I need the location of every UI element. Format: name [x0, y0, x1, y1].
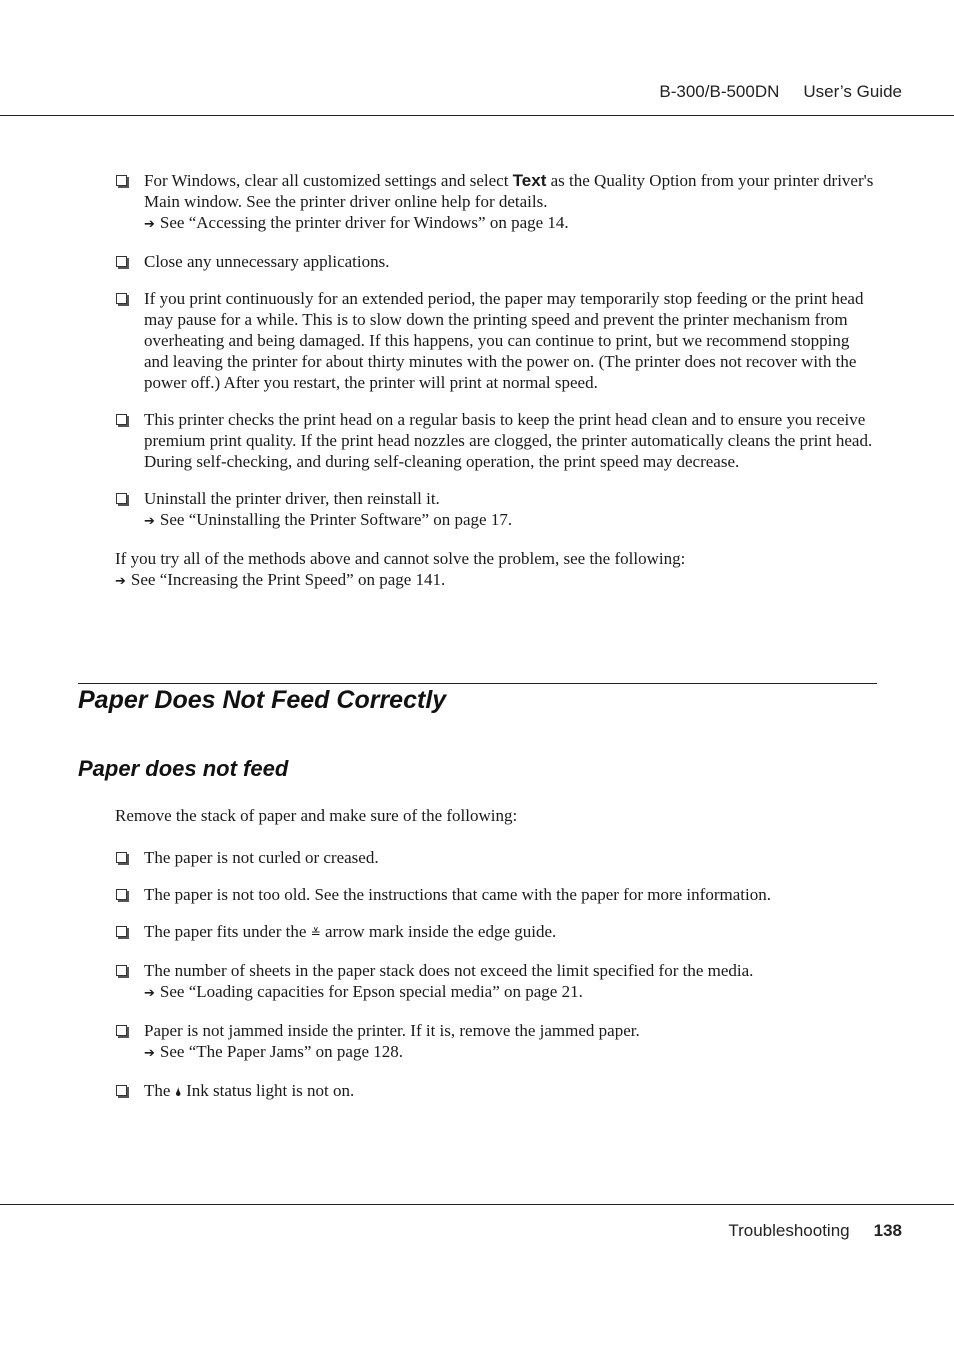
page-header — [659, 82, 902, 102]
cross-reference[interactable]: ➔ See “The Paper Jams” on page 128. — [144, 1042, 403, 1061]
section-speed-tips — [115, 170, 875, 592]
list-item: For Windows, clear all customized settings and select Text as the Quality Option from your printer driver's Main window. See the printer driver online help for details. ➔ See “Accessing the printer driver for Windows” on page 14. — [115, 170, 875, 235]
list-item: The number of sheets in the paper stack does not exceed the limit specified for the media. ➔ See “Loading capacities for Epson special media” on page 21. — [115, 960, 875, 1004]
heading-paper-feed: Paper Does Not Feed Correctly — [78, 683, 877, 715]
cross-reference[interactable]: ➔ See “Accessing the printer driver for Windows” on page 14. — [144, 213, 569, 232]
intro-paragraph: Remove the stack of paper and make sure of the following: — [115, 806, 518, 825]
ink-drop-icon: 🌢 — [174, 1085, 182, 1099]
section-paper-feed — [115, 805, 875, 1119]
quality-option-text: Text — [512, 171, 547, 190]
list-item: Close any unnecessary applications. — [115, 251, 875, 272]
list-item: If you print continuously for an extended period, the paper may temporarily stop feeding or the print head may pause for a while. This is to slow down the printing speed and prevent the printer mechanism from overheating and being damaged. If this happens, you can continue to print, but we recommend stopping and leaving the printer for about thirty minutes with the power on. (The printer does not recover with the power off.) After you restart, the printer will print at normal speed. — [115, 288, 875, 393]
list-item: Uninstall the printer driver, then reinstall it. ➔ See “Uninstalling the Printer Software” on page 17. — [115, 488, 875, 532]
page-number: 138 — [873, 1221, 902, 1240]
list-item: The paper is not curled or creased. — [115, 847, 875, 868]
closing-paragraph: If you try all of the methods above and cannot solve the problem, see the following: ➔ See “Increasing the Print Speed” on page 141. — [115, 548, 875, 592]
list-item: The 🌢 Ink status light is not on. — [115, 1080, 875, 1103]
paper-limit-arrow-icon: ≚ — [310, 926, 321, 940]
subheading-paper-does-not-feed: Paper does not feed — [78, 756, 289, 781]
list-item: The paper is not too old. See the instructions that came with the paper for more information. — [115, 884, 875, 905]
list-item: The paper fits under the ≚ arrow mark inside the edge guide. — [115, 921, 875, 944]
page-footer — [728, 1221, 902, 1241]
header-model: B-300/B-500DN — [659, 82, 780, 101]
footer-rule — [0, 1204, 954, 1205]
footer-section: Troubleshooting — [728, 1221, 850, 1240]
cross-reference[interactable]: ➔ See “Increasing the Print Speed” on page 141. — [115, 570, 445, 589]
cross-reference[interactable]: ➔ See “Uninstalling the Printer Software” on page 17. — [144, 510, 512, 529]
header-guide: User’s Guide — [803, 82, 902, 101]
cross-reference[interactable]: ➔ See “Loading capacities for Epson special media” on page 21. — [144, 982, 583, 1001]
list-item: This printer checks the print head on a regular basis to keep the print head clean and to ensure you receive premium print quality. If the print head nozzles are clogged, the printer automatically cleans the print head. During self-checking, and during self-cleaning operation, the print speed may decrease. — [115, 409, 875, 472]
header-rule — [0, 115, 954, 116]
list-item: Paper is not jammed inside the printer. If it is, remove the jammed paper. ➔ See “The Paper Jams” on page 128. — [115, 1020, 875, 1064]
